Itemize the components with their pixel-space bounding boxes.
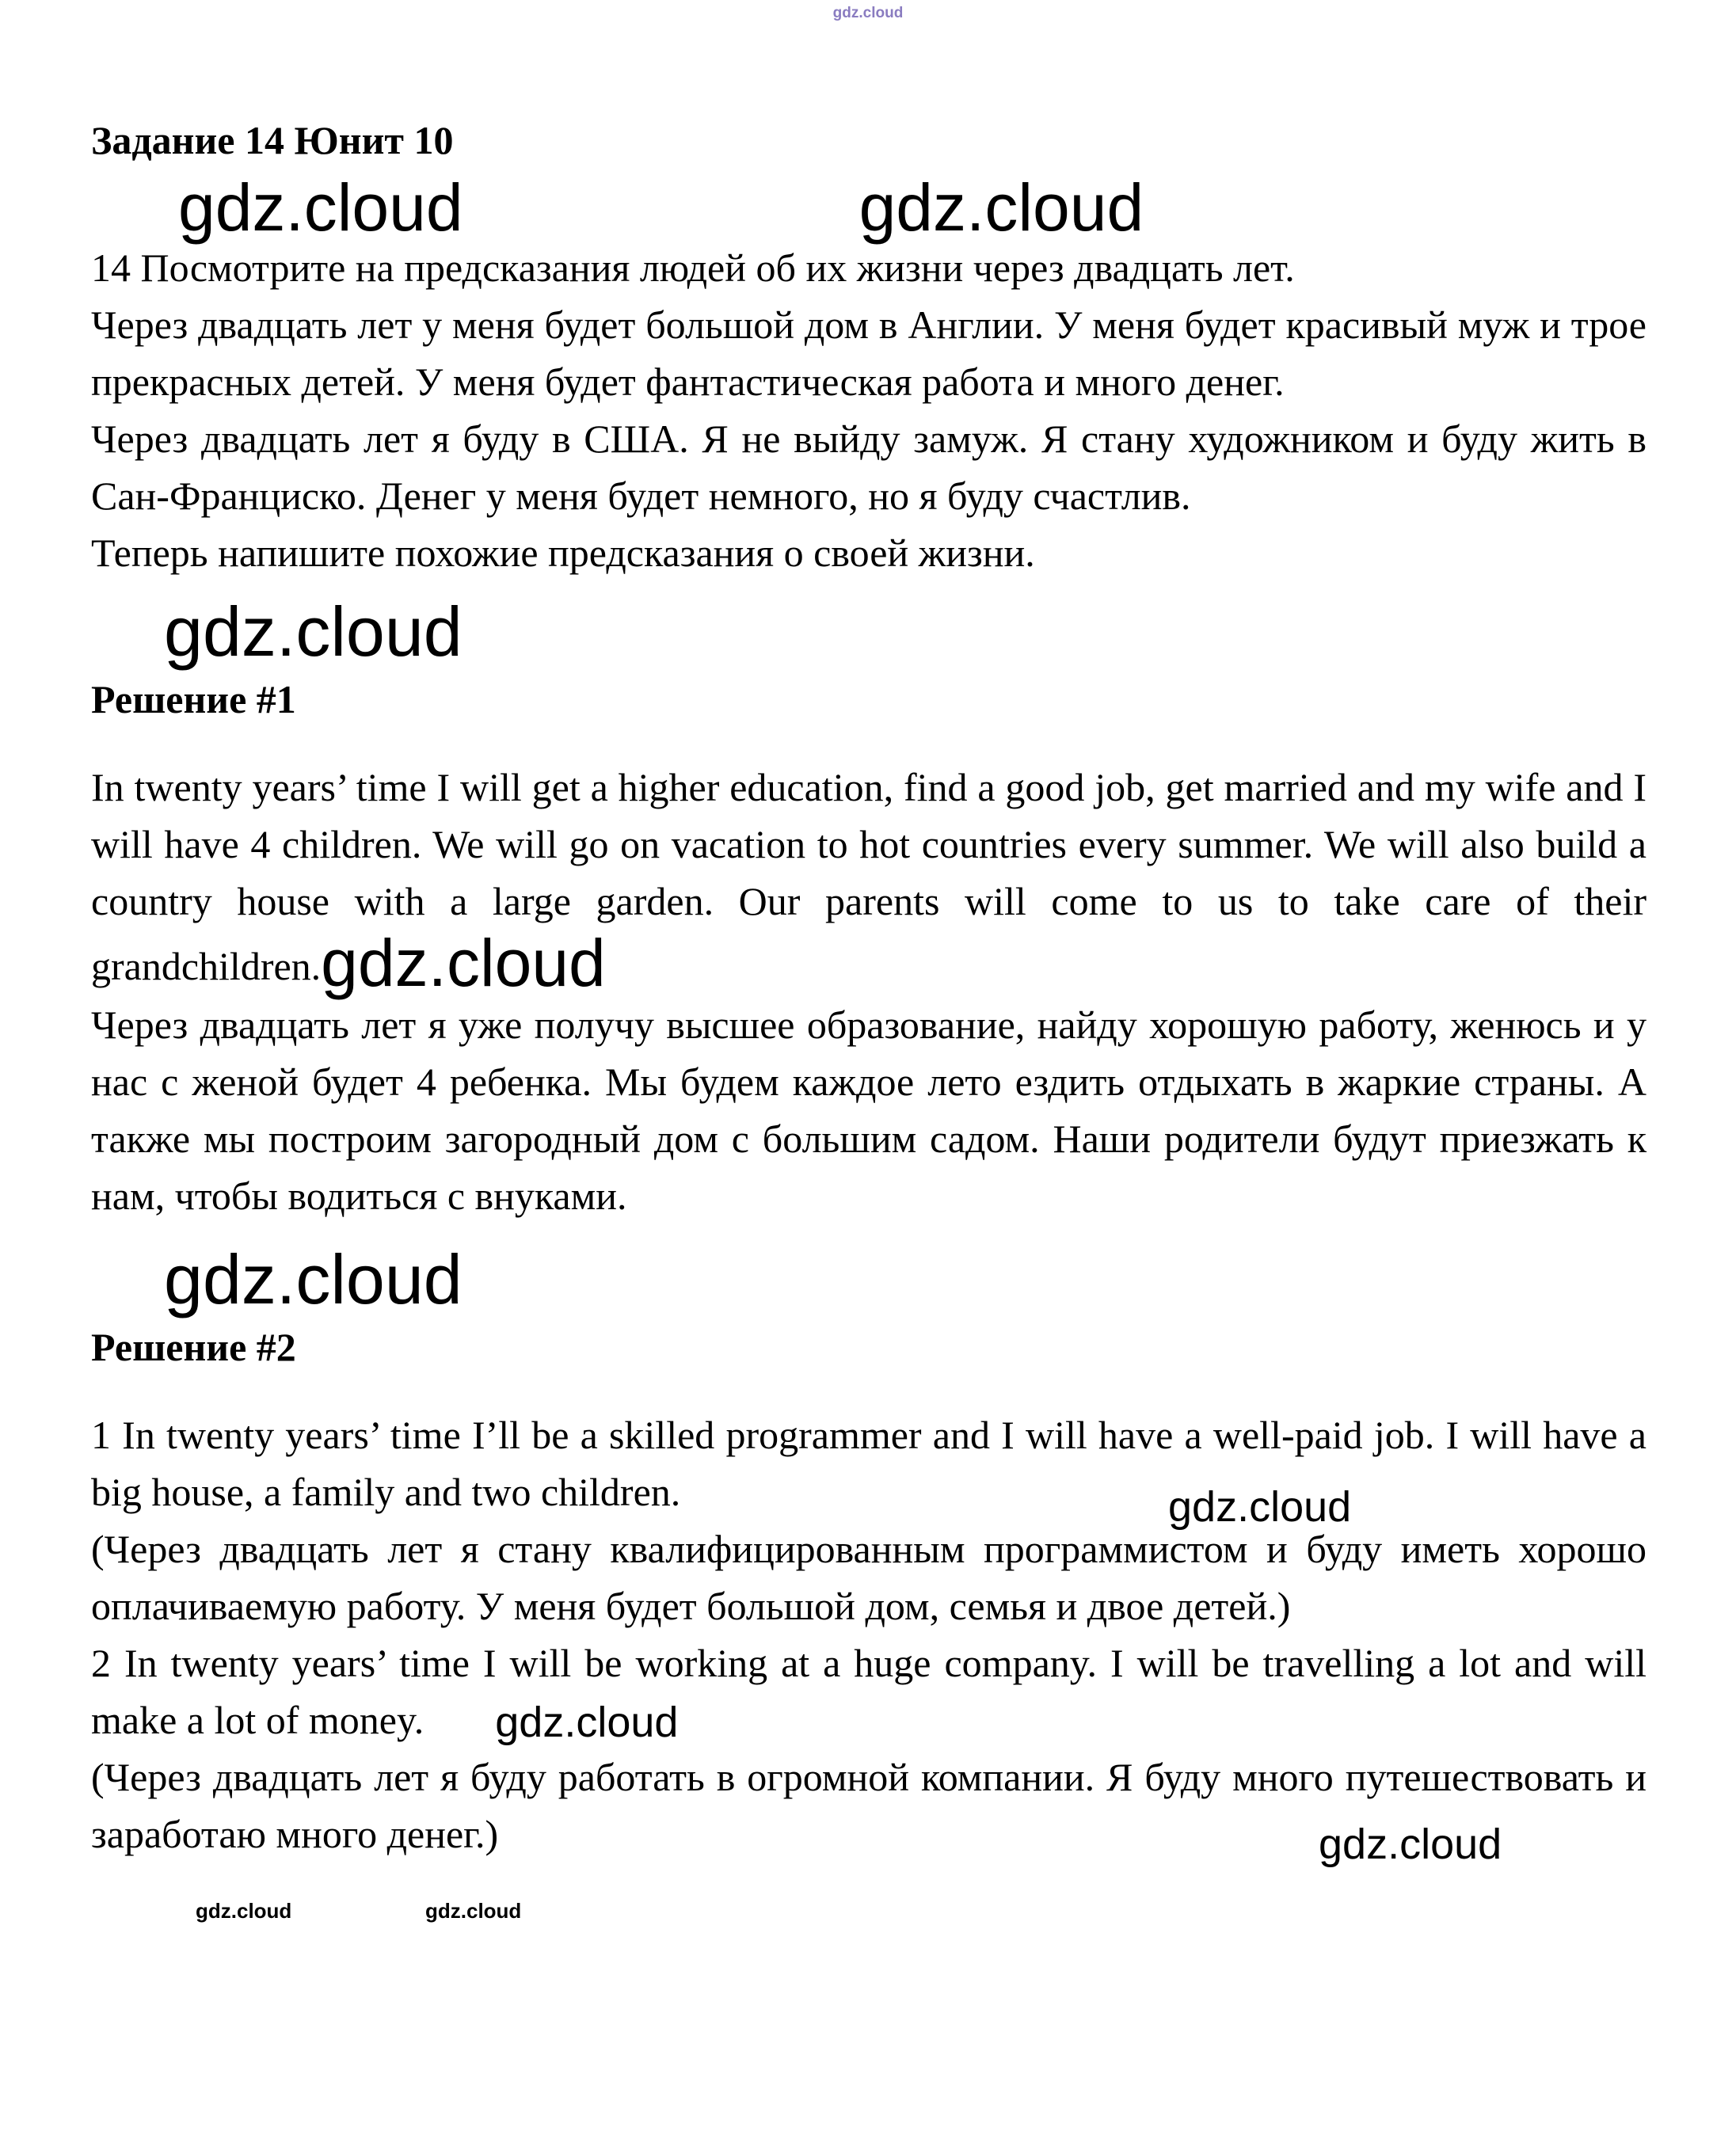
watermark: gdz.cloud — [164, 1240, 463, 1318]
watermark: gdz.cloud — [321, 926, 606, 1000]
solution2-english-2-text: 2 In twenty years’ time I will be working at a huge company. I will be travelling a lot and will make a lot of money. — [91, 1641, 1647, 1742]
task-heading: Задание 14 Юнит 10 — [91, 118, 454, 162]
solution1-english — [91, 759, 1647, 1000]
solution1-russian: Через двадцать лет я уже получу высшее образование, найду хорошую работу, женюсь и у нас с женой будет 4 ребенка. Мы будем каждое лето ездить отдыхать в жаркие страны. А также мы построим загородный дом с большим садом. Наши родители будут приезжать к нам, чтобы водиться с внуками. — [91, 1003, 1647, 1218]
solution2-russian-1: (Через двадцать лет я стану квалифицированным программистом и буду иметь хорошо оплачиваемую работу. У меня будет большой дом, семья и двое детей.) — [91, 1527, 1647, 1628]
task-paragraph-1: Через двадцать лет у меня будет большой дом в Англии. У меня будет красивый муж и трое прекрасных детей. У меня будет фантастическая работа и много денег. — [91, 302, 1647, 404]
watermark: gdz.cloud — [1319, 1821, 1502, 1868]
solution2-english-1: 1 In twenty years’ time I’ll be a skilled programmer and I will have a well-paid job. I will have a big house, a family and two children. — [91, 1413, 1647, 1514]
watermark-row — [178, 171, 1647, 244]
task-paragraph-3: Теперь напишите похожие предсказания о своей жизни. — [91, 531, 1035, 575]
watermark: gdz.cloud — [1168, 1483, 1352, 1531]
task-paragraph-2: Через двадцать лет я буду в США. Я не выйду замуж. Я стану художником и буду жить в Сан-Франциско. Денег у меня будет немного, но я буду счастлив. — [91, 417, 1647, 518]
watermark: gdz.cloud — [178, 170, 463, 245]
watermark-top: gdz.cloud — [832, 5, 904, 21]
watermark: gdz.cloud — [164, 592, 463, 671]
watermark: gdz.cloud — [495, 1699, 679, 1746]
watermark: gdz.cloud — [196, 1899, 292, 1923]
task-intro: 14 Посмотрите на предсказания людей об их жизни через двадцать лет. — [91, 245, 1295, 290]
solution1-english-text: In twenty years’ time I will get a higher education, find a good job, get married and my wife and I will have 4 children. We will go on vacation to hot countries every summer. We will also build a country house with a large garden. Our parents will come to us to take care of their grandchildren. — [91, 765, 1647, 988]
watermark: gdz.cloud — [858, 170, 1144, 245]
watermark: gdz.cloud — [425, 1899, 522, 1923]
solution2-english-2 — [91, 1634, 1647, 1748]
solution1-heading: Решение #1 — [91, 677, 296, 721]
solution2-russian-2: (Через двадцать лет я буду работать в огромной компании. Я буду много путешествовать и заработаю много денег.) — [91, 1755, 1647, 1856]
solution2-heading: Решение #2 — [91, 1325, 296, 1369]
